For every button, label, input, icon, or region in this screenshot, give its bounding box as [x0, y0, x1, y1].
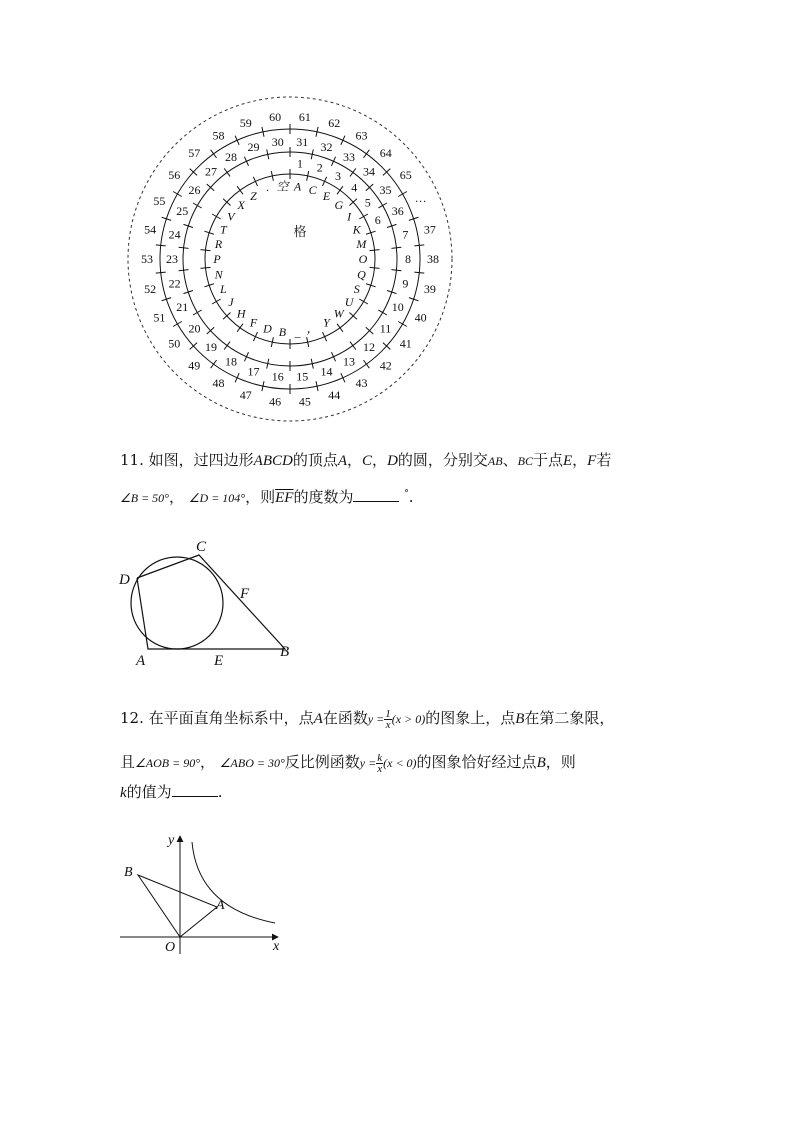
dial-middle-number: 15 — [296, 369, 309, 384]
dial-tick — [235, 136, 239, 145]
q11-line-1 — [120, 450, 611, 471]
dial-letter: J — [228, 295, 234, 310]
dial-middle-number: 29 — [247, 140, 260, 154]
q12-func2-fraction: $\frac{k}{x}$ — [377, 751, 383, 775]
q11-number: 11. — [120, 451, 144, 469]
dial-middle-number: 36 — [391, 204, 404, 219]
cipher-dial-figure — [0, 0, 794, 430]
q11-label-d: D — [119, 572, 130, 588]
dial-outer-number: 47 — [239, 388, 252, 403]
q11-arc-ef: $\overline{EF}$ — [275, 490, 294, 506]
dial-tick — [323, 177, 327, 186]
dial-tick — [156, 245, 166, 246]
dial-outer-number: 39 — [423, 281, 436, 296]
q11-quadrilateral — [137, 555, 285, 649]
dial-inner-number: 4 — [351, 180, 358, 195]
dial-letter: O — [358, 252, 368, 267]
q12-text: 的图象恰好经过点 — [416, 753, 537, 771]
q12-var-k: k — [120, 785, 127, 801]
dial-middle-number: 8 — [405, 252, 411, 267]
dial-tick — [378, 310, 387, 315]
dial-letter: L — [219, 281, 227, 296]
dial-tick — [244, 157, 248, 166]
dial-tick — [414, 245, 424, 246]
dial-tick — [253, 177, 257, 186]
dial-middle-number: 33 — [343, 150, 355, 164]
q12-label-b: B — [124, 865, 133, 880]
dial-letter: 空 — [276, 179, 289, 194]
dial-tick — [179, 247, 189, 248]
q12-var-b: B — [536, 755, 546, 771]
q12-text: 的值为 — [126, 783, 172, 801]
dial-outer-number: 42 — [379, 358, 392, 373]
dial-letter: X — [237, 198, 245, 212]
dial-outer-number: 62 — [328, 116, 341, 131]
q12-angle-aob: ∠AOB = 90° — [135, 756, 200, 770]
dial-letter: W — [333, 306, 344, 321]
q12-line-1 — [120, 708, 614, 730]
dial-tick — [391, 270, 401, 271]
dial-outer-number: 49 — [188, 358, 201, 373]
dial-letter: _ — [294, 324, 301, 339]
q11-line-2 — [120, 484, 414, 508]
q12-var-b: B — [515, 711, 525, 727]
dial-middle-number: 14 — [320, 364, 333, 379]
dial-tick — [350, 342, 356, 350]
q11-text: 的顶点 — [292, 451, 338, 469]
q12-text: 在函数 — [322, 709, 368, 727]
dial-tick — [350, 168, 356, 176]
dial-middle-number: 16 — [271, 369, 284, 384]
q12-func1-condition: (x > 0) — [391, 712, 426, 726]
q11-label-a: A — [136, 653, 146, 669]
dial-tick — [414, 272, 424, 273]
q11-text: 的圆，分别交 — [397, 451, 488, 469]
dial-outer-number: 41 — [399, 336, 412, 351]
dial-outer-number: 58 — [212, 128, 225, 143]
dial-tick — [359, 214, 368, 219]
q12-answer-blank — [172, 782, 218, 797]
dial-tick — [370, 267, 380, 268]
dial-letter: K — [352, 222, 361, 237]
dial-inner-number: 5 — [364, 195, 371, 210]
dial-tick — [331, 157, 335, 166]
dial-outer-number: 64 — [379, 145, 392, 160]
dial-letter: ， — [306, 321, 319, 336]
dial-letter: V — [227, 209, 235, 224]
dial-tick — [200, 250, 210, 251]
q11-label-f: F — [240, 586, 250, 602]
dial-middle-number: 20 — [188, 321, 201, 336]
dial-letter: M — [356, 237, 367, 251]
dial-middle-number: 34 — [363, 164, 375, 179]
q12-figure — [110, 828, 300, 958]
dial-tick — [211, 150, 217, 158]
q11-answer-blank — [353, 487, 399, 502]
dial-letter: D — [263, 321, 272, 336]
dial-tick — [193, 310, 202, 315]
dial-tick — [156, 272, 166, 273]
dial-letter: C — [308, 182, 317, 197]
dial-letter: T — [219, 222, 227, 237]
dial-tick — [211, 360, 217, 368]
dial-outer-number: 63 — [355, 128, 368, 143]
dial-tick — [237, 324, 243, 332]
dial-ring-inner — [205, 174, 375, 344]
dial-inner-number: 2 — [316, 160, 323, 175]
dial-inner-number: 1 — [297, 156, 303, 171]
q12-text: 在第二象限， — [524, 709, 615, 727]
q12-line-3 — [120, 782, 222, 803]
q11-var-c: C — [362, 453, 373, 469]
q12-label-o: O — [165, 940, 176, 955]
dial-tick — [337, 324, 343, 332]
dial-middle-number: 28 — [225, 150, 237, 164]
q11-punct: ， — [372, 451, 388, 469]
q11-text: 若 — [596, 451, 612, 469]
q11-var-f: F — [587, 453, 597, 469]
dial-tick — [193, 203, 202, 208]
q12-triangle — [138, 875, 217, 937]
q12-text: 在平面直角坐标系中，点 — [148, 709, 314, 727]
dial-middle-number: 23 — [166, 252, 178, 267]
dial-inner-number: 3 — [335, 168, 341, 183]
dial-outer-number: 65 — [399, 168, 412, 183]
dial-outer-number: ··· — [414, 194, 427, 208]
dial-middle-number: 13 — [343, 354, 355, 369]
dial-tick — [378, 203, 387, 208]
dial-tick — [323, 332, 327, 341]
dial-outer-number: 53 — [141, 252, 153, 267]
dial-tick — [179, 270, 189, 271]
dial-outer-number: 50 — [168, 336, 181, 351]
q11-label-c: C — [196, 539, 207, 555]
dial-outer-number: 59 — [239, 116, 252, 131]
q11-punct: 、 — [502, 451, 518, 469]
dial-letter: A — [293, 179, 302, 194]
q12-text: 反比例函数 — [284, 753, 360, 771]
q11-punct: . — [408, 488, 414, 506]
dial-outer-number: 40 — [414, 310, 427, 325]
dial-tick — [341, 373, 345, 382]
dial-outer-number: 46 — [269, 394, 282, 409]
q11-var-abcd: ABCD — [253, 453, 293, 469]
dial-tick — [359, 299, 368, 304]
dial-middle-number: 25 — [176, 204, 189, 219]
dial-letter: G — [334, 198, 344, 212]
dial-middle-number: 12 — [363, 339, 375, 354]
q11-seg-bc: BC — [517, 454, 533, 468]
dial-letter: U — [344, 295, 354, 310]
q11-degree: ° — [404, 489, 409, 499]
q12-label-a: A — [216, 898, 225, 913]
q12-func1-fraction: $\frac{1}{x}$ — [385, 707, 391, 731]
dial-tick — [337, 186, 343, 194]
dial-tick — [200, 267, 210, 268]
dial-letter: E — [322, 189, 331, 203]
dial-outer-number: 60 — [269, 110, 282, 124]
q11-circle — [131, 557, 223, 649]
q11-var-a: A — [337, 453, 348, 469]
dial-outer-number: 52 — [144, 281, 157, 296]
q11-label-e: E — [214, 653, 224, 669]
q12-label-x: x — [273, 939, 280, 954]
dial-tick — [224, 342, 230, 350]
dial-outer-number: 51 — [153, 310, 166, 325]
dial-tick — [363, 360, 369, 368]
dial-letter: · — [265, 182, 269, 197]
q12-punct: ， — [200, 753, 216, 771]
q12-text: 的图象上，点 — [425, 709, 516, 727]
q12-hyperbola — [192, 842, 275, 923]
dial-letter: Y — [323, 315, 330, 330]
q12-angle-abo: ∠ABO = 30° — [219, 756, 285, 770]
dial-outer-number: 43 — [355, 376, 368, 390]
dial-tick — [224, 168, 230, 176]
q12-line-2 — [120, 752, 576, 774]
dial-middle-number: 24 — [168, 227, 181, 242]
dial-middle-number: 21 — [176, 300, 189, 315]
dial-outer-number: 57 — [188, 145, 201, 160]
dial-tick — [244, 352, 248, 361]
dial-middle-number: 19 — [205, 339, 217, 354]
dial-outer-number: 44 — [328, 388, 341, 403]
dial-outer-number: 48 — [212, 376, 225, 390]
dial-tick — [235, 373, 239, 382]
q12-text: 且 — [120, 753, 136, 771]
dial-outer-number: 37 — [423, 222, 436, 237]
q11-var-d: D — [387, 453, 398, 469]
dial-middle-number: 26 — [188, 182, 201, 197]
dial-tick — [173, 322, 182, 327]
q12-func2-condition: (x < 0) — [383, 756, 417, 770]
dial-letter: I — [347, 209, 352, 224]
dial-outer-number: 38 — [427, 252, 439, 267]
q11-seg-ab: AB — [487, 454, 503, 468]
dial-tick — [398, 192, 407, 197]
q12-number: 12. — [120, 709, 144, 727]
q11-text: 如图，过四边形 — [148, 451, 254, 469]
q11-punct: ， — [347, 451, 363, 469]
q12-text: ，则 — [545, 753, 576, 771]
dial-middle-number: 10 — [391, 300, 404, 315]
dial-middle-number: 11 — [379, 321, 392, 336]
dial-middle-number: 22 — [168, 276, 181, 291]
q12-var-a: A — [313, 711, 323, 727]
dial-letter: H — [236, 306, 246, 321]
dial-tick — [341, 136, 345, 145]
dial-letter: S — [353, 281, 360, 296]
dial-outer-number: 45 — [298, 394, 311, 409]
q11-angle-d: ∠D = 104° — [188, 491, 246, 505]
q11-punct: ， — [168, 488, 184, 506]
dial-outer-number: 61 — [298, 110, 311, 124]
q11-text: ，则 — [245, 488, 276, 506]
q12-label-y: y — [168, 833, 175, 848]
dial-middle-number: 35 — [379, 182, 392, 197]
dial-space-char: 格 — [293, 224, 307, 239]
q11-text: 的度数为 — [293, 488, 354, 506]
q11-label-b: B — [280, 644, 290, 660]
q11-var-e: E — [562, 453, 573, 469]
dial-middle-number: 9 — [402, 276, 409, 291]
dial-middle-number: 32 — [320, 140, 333, 154]
dial-tick — [173, 192, 182, 197]
dial-letter: N — [214, 267, 223, 282]
dial-letter: F — [249, 315, 258, 330]
dial-tick — [237, 186, 243, 194]
q11-punct: ， — [572, 451, 588, 469]
dial-tick — [370, 250, 380, 251]
dial-tick — [331, 352, 335, 361]
dial-ticks — [156, 124, 425, 394]
dial-letter: P — [213, 252, 221, 267]
q11-angle-b: ∠B = 50° — [120, 491, 169, 505]
dial-middle-number: 31 — [296, 134, 309, 149]
dial-ring-outer — [160, 129, 420, 389]
dial-inner-number: 6 — [374, 213, 381, 227]
dial-middle-number: 27 — [205, 164, 217, 179]
dial-middle-number: 30 — [271, 134, 284, 149]
dial-outer-number: 56 — [168, 168, 181, 183]
dial-tick — [253, 332, 257, 341]
dial-tick — [212, 214, 221, 219]
dial-outer-number: 55 — [153, 194, 166, 208]
dial-tick — [212, 299, 221, 304]
dial-letter: R — [214, 237, 223, 251]
dial-tick — [363, 150, 369, 158]
q11-text: 于点 — [532, 451, 563, 469]
q12-punct: . — [217, 783, 223, 801]
dial-middle-number: 7 — [402, 227, 409, 242]
q12-func2-y: y = — [359, 756, 377, 770]
dial-letter: Z — [250, 189, 257, 203]
dial-tick — [391, 247, 401, 248]
dial-letter: B — [278, 324, 287, 339]
q12-func1-y: y = — [367, 712, 385, 726]
dial-letter: Q — [357, 267, 366, 282]
dial-middle-number: 17 — [247, 364, 260, 379]
dial-outer-number: 54 — [144, 222, 157, 237]
dial-middle-number: 18 — [225, 354, 237, 369]
q11-figure — [100, 530, 320, 670]
dial-tick — [398, 322, 407, 327]
